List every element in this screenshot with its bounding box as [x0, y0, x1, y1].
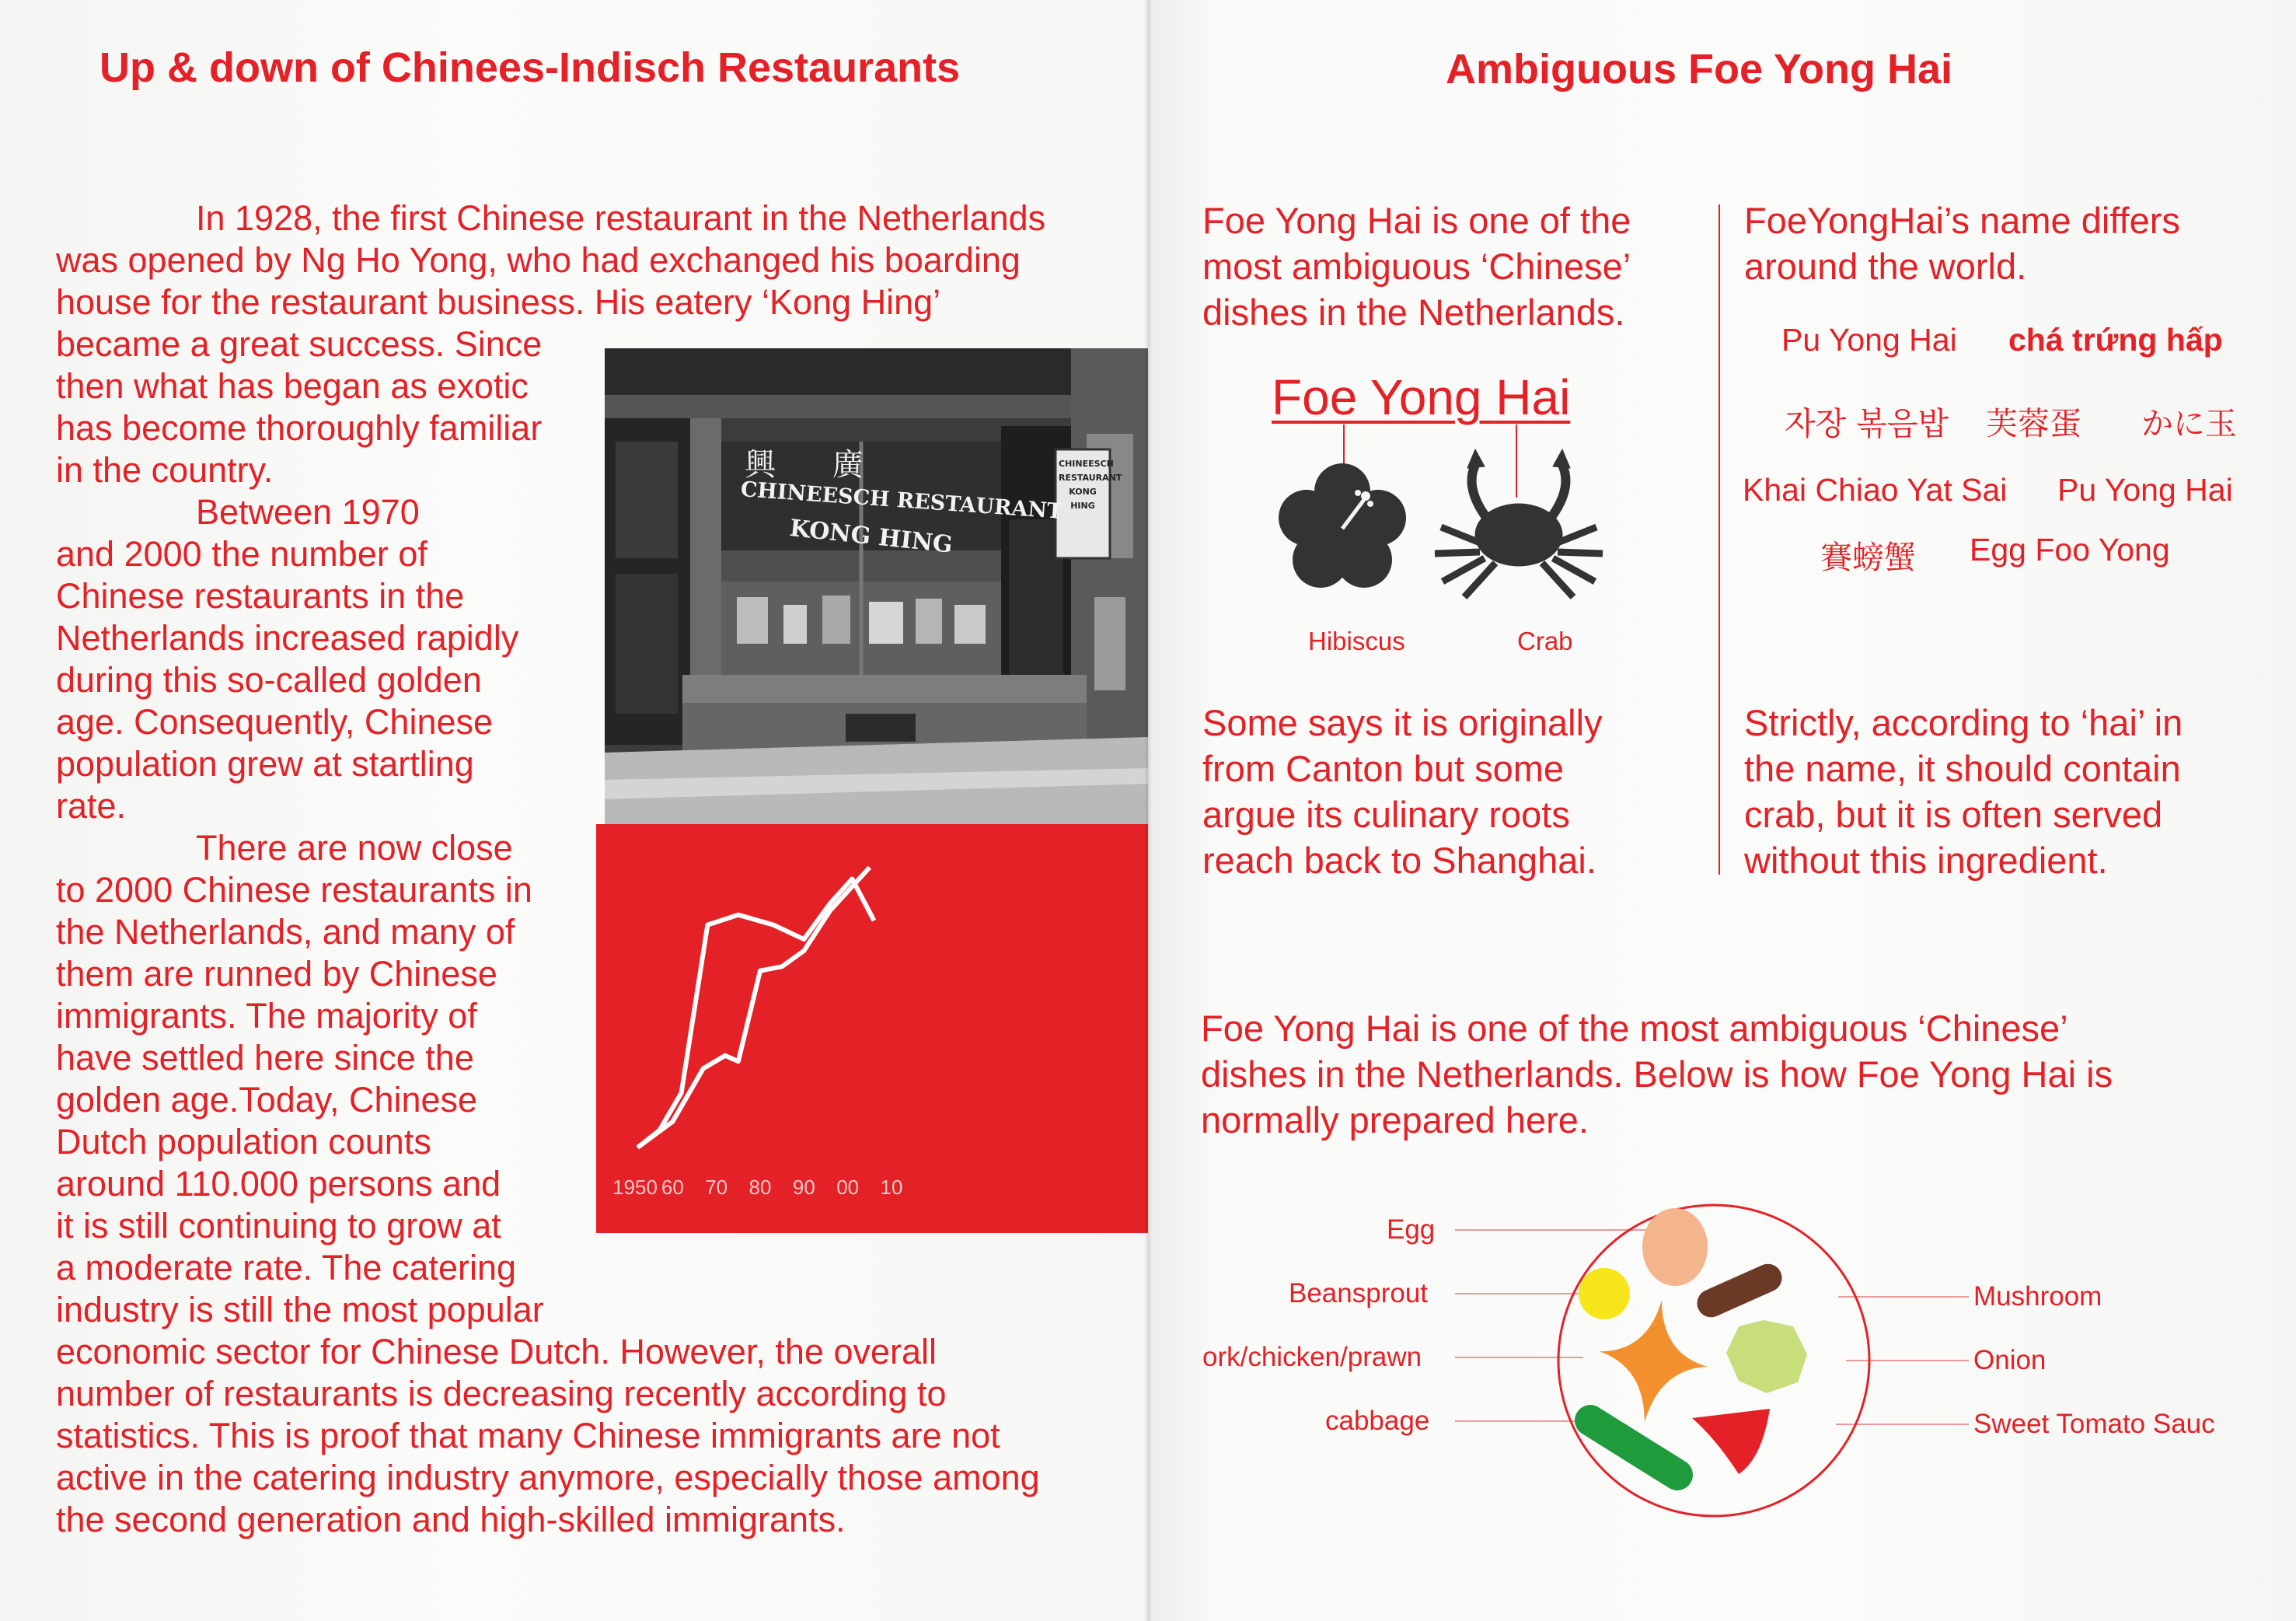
- text-line: FoeYongHai’s name differs: [1744, 200, 2180, 241]
- dish-name: Pu Yong Hai: [1781, 322, 1957, 358]
- text-line: Foe Yong Hai is one of the: [1202, 200, 1631, 241]
- preparation-text: [1201, 1005, 2113, 1143]
- mushroom-shape: [1693, 1259, 1787, 1322]
- text-line: Netherlands increased rapidly: [56, 618, 519, 658]
- col2-hai-text: [1744, 700, 2183, 883]
- page-fold: [1144, 0, 1152, 1621]
- column-divider: [1719, 204, 1720, 875]
- text-line: economic sector for Chinese Dutch. However, the overall: [56, 1332, 937, 1371]
- text-line: argue its culinary roots: [1202, 794, 1570, 835]
- text-line: Foe Yong Hai is one of the most ambiguous ‘Chinese’: [1201, 1008, 2068, 1049]
- x-tick-label: 80: [748, 1176, 772, 1199]
- text-line: industry is still the most popular: [56, 1290, 544, 1329]
- dish-name: chá trứng hấp: [2008, 322, 2223, 358]
- dish-name: Khai Chiao Yat Sai: [1743, 472, 2008, 508]
- text-line: and 2000 the number of: [56, 534, 427, 574]
- left-heading: Up & down of Chinees-Indisch Restaurants: [99, 44, 961, 91]
- text-line: the Netherlands, and many of: [56, 912, 515, 952]
- x-tick-label: 90: [792, 1176, 815, 1199]
- text-line: reach back to Shanghai.: [1202, 840, 1596, 881]
- ingredient-label-meat: ork/chicken/prawn: [1202, 1342, 1422, 1372]
- text-line: active in the catering industry anymore, especially those among: [56, 1458, 1040, 1497]
- text-line: dishes in the Netherlands.: [1202, 292, 1625, 333]
- ingredient-label-mushroom: Mushroom: [1973, 1281, 2102, 1312]
- text-line: a moderate rate. The catering: [56, 1248, 517, 1287]
- text-line: became a great success. Since: [56, 324, 543, 364]
- text-line: it is still continuing to grow at: [56, 1206, 501, 1245]
- text-line: house for the restaurant business. His eatery ‘Kong Hing’: [56, 282, 941, 322]
- sign-chinese-characters: 興 廣: [745, 447, 887, 483]
- text-line: In 1928, the first Chinese restaurant in the Netherlands: [196, 198, 1046, 238]
- dish-name: Pu Yong Hai: [2057, 472, 2233, 508]
- dish-name: 賽螃蟹: [1820, 539, 1916, 576]
- text-line: then what has began as exotic: [56, 366, 529, 406]
- text-line: from Canton but some: [1202, 748, 1564, 789]
- text-line: dishes in the Netherlands. Below is how Foe Yong Hai is: [1201, 1053, 2113, 1095]
- text-line: immigrants. The majority of: [56, 996, 477, 1036]
- text-line: Strictly, according to ‘hai’ in: [1744, 702, 2183, 743]
- hai-word: Hai: [1495, 369, 1571, 425]
- col1-intro-text: [1202, 197, 1631, 335]
- col2-intro-text: [1744, 197, 2180, 289]
- right-heading: Ambiguous Foe Yong Hai: [1446, 46, 1953, 93]
- sign-restaurant-text: CHINEESCH RESTAURANT: [739, 477, 1064, 524]
- hibiscus-label: Hibiscus: [1308, 627, 1405, 655]
- sign-kong-hing-text: KONG HING: [788, 515, 954, 559]
- beansprout-shape: [1579, 1268, 1630, 1319]
- text-line: golden age.Today, Chinese: [56, 1080, 478, 1120]
- restaurant-growth-chart: [596, 824, 1148, 1233]
- storefront-illustration: [605, 348, 1148, 824]
- x-tick-label: 70: [705, 1176, 728, 1199]
- ingredient-label-onion: Onion: [1973, 1345, 2047, 1375]
- x-tick-label: 00: [836, 1176, 860, 1199]
- foe-yong-word: Foe Yong: [1272, 369, 1482, 425]
- plate-circle: [1558, 1205, 1869, 1516]
- growth-chart-svg: [596, 824, 1148, 1233]
- text-line: crab, but it is often served: [1744, 794, 2163, 835]
- x-tick-label: 60: [661, 1176, 684, 1199]
- text-line: was opened by Ng Ho Yong, who had exchanged his boarding: [56, 240, 1021, 280]
- text-line: most ambiguous ‘Chinese’: [1202, 246, 1631, 287]
- text-line: have settled here since the: [56, 1038, 474, 1078]
- text-line: Between 1970: [196, 492, 420, 532]
- ingredient-label-sauce: Sweet Tomato Sauc: [1973, 1409, 2215, 1439]
- egg-shape: [1642, 1208, 1708, 1286]
- text-line: has become thoroughly familiar: [56, 408, 543, 448]
- text-line: the second generation and high-skilled immigrants.: [56, 1500, 846, 1539]
- text-line: around the world.: [1744, 246, 2027, 287]
- onion-shape: [1726, 1320, 1807, 1393]
- hibiscus-icon: [1279, 463, 1406, 588]
- text-line: around 110.000 persons and: [56, 1164, 501, 1204]
- text-line: age. Consequently, Chinese: [56, 702, 494, 742]
- cabbage-shape: [1568, 1399, 1698, 1496]
- text-line: Chinese restaurants in the: [56, 576, 465, 616]
- ingredient-label-egg: Egg: [1387, 1214, 1436, 1245]
- text-line: Dutch population counts: [56, 1122, 431, 1162]
- series-line-1: [637, 879, 874, 1148]
- text-line: There are now close: [196, 828, 513, 868]
- text-line: statistics. This is proof that many Chinese immigrants are not: [56, 1416, 1000, 1455]
- text-line: population grew at startling: [56, 744, 474, 784]
- text-line: Some says it is originally: [1202, 702, 1603, 743]
- text-line: during this so-called golden: [56, 660, 482, 700]
- text-line: the name, it should contain: [1744, 748, 2181, 789]
- crab-label: Crab: [1517, 627, 1573, 655]
- kong-hing-storefront-photo: [605, 348, 1148, 824]
- text-line: rate.: [56, 786, 127, 826]
- text-line: them are runned by Chinese: [56, 954, 497, 994]
- text-line: to 2000 Chinese restaurants in: [56, 870, 532, 910]
- x-tick-label: 10: [880, 1176, 903, 1199]
- dish-name: 자장 볶음밥: [1785, 405, 1949, 442]
- text-line: normally prepared here.: [1201, 1099, 1589, 1141]
- ingredient-label-cabbage: cabbage: [1325, 1406, 1430, 1436]
- crab-icon: [1435, 449, 1603, 597]
- foe-yong-hai-title: [1272, 369, 1570, 426]
- text-line: number of restaurants is decreasing recently according to: [56, 1374, 947, 1413]
- col1-origin-text: [1202, 700, 1603, 883]
- right-page: [1148, 0, 2296, 1621]
- text-line: in the country.: [56, 450, 274, 490]
- ingredient-label-beansprout: Beansprout: [1289, 1278, 1429, 1308]
- dish-name: Egg Foo Yong: [1970, 532, 2170, 568]
- sauce-shape: [1692, 1409, 1770, 1474]
- hibiscus-crab-illustration: [1265, 420, 1700, 614]
- x-tick-label: 1950: [612, 1176, 658, 1199]
- blade-sign-text: CHINEESCH RESTAURANT KONG HING: [1059, 459, 1122, 511]
- text-line: without this ingredient.: [1744, 840, 2108, 881]
- dish-name: 芙蓉蛋: [1986, 405, 2081, 442]
- dish-name: かに玉: [2141, 405, 2237, 442]
